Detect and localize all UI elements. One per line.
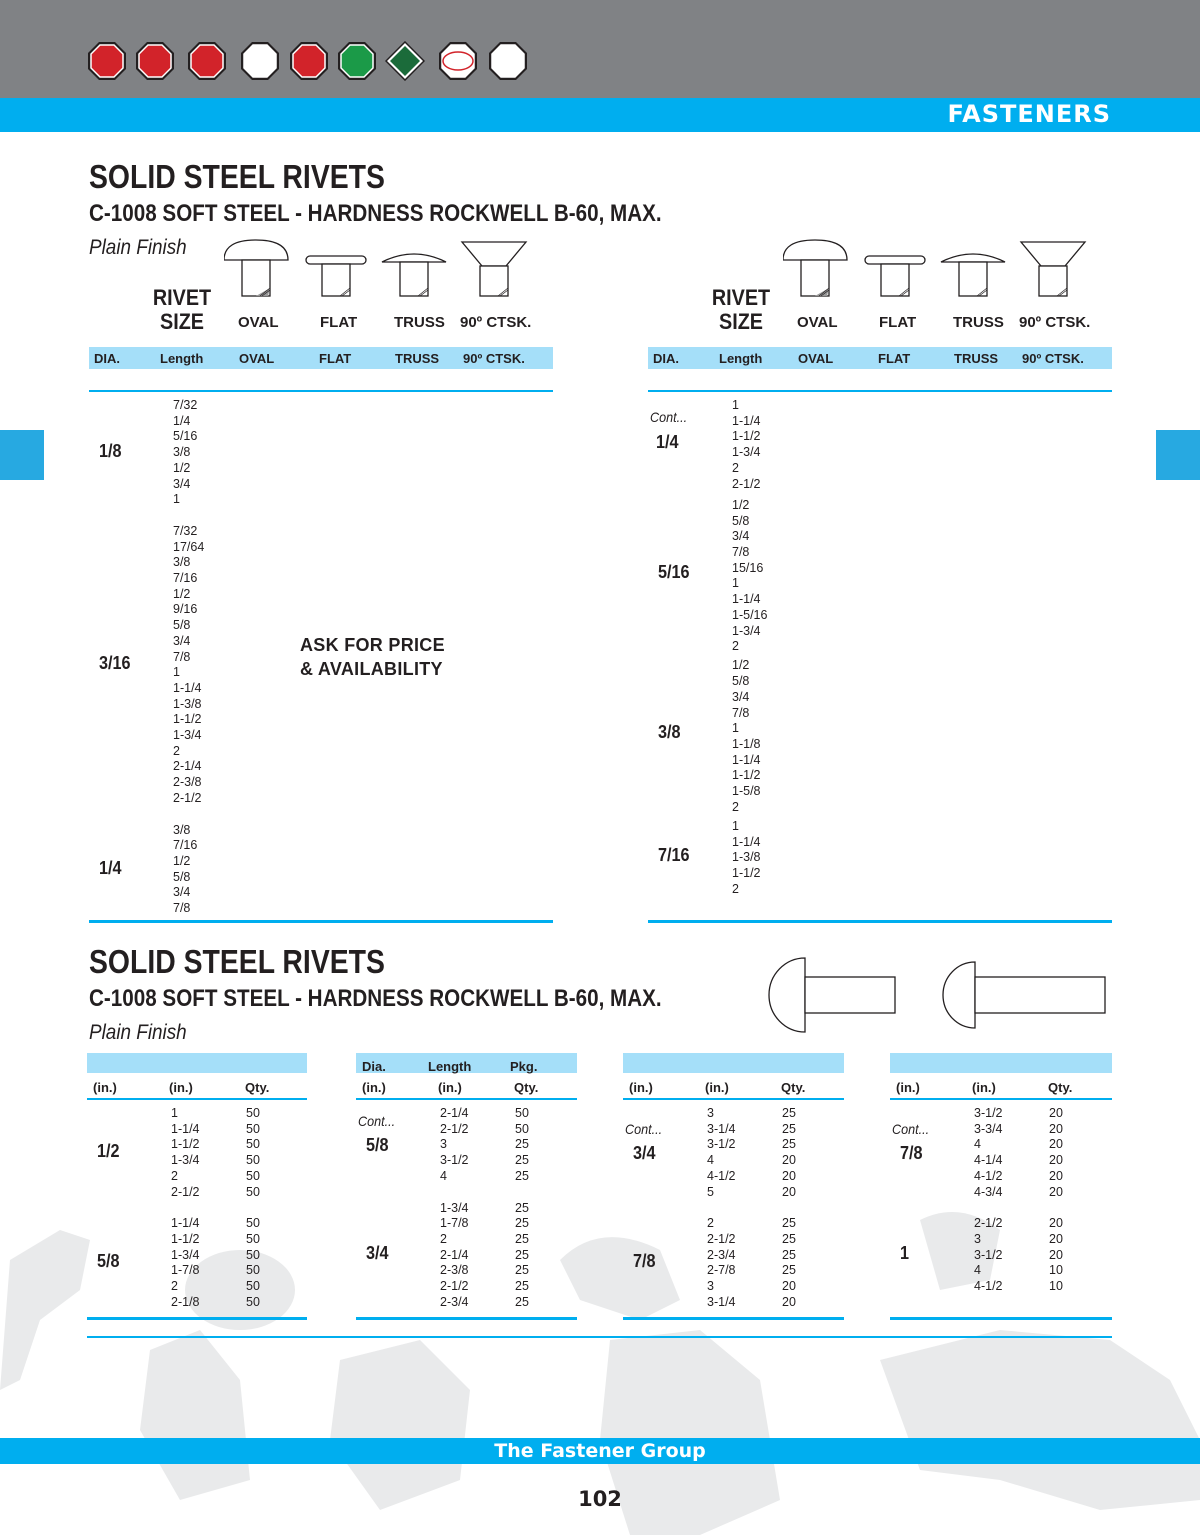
logo-rdf-icon xyxy=(240,41,280,81)
column-header: DIA. xyxy=(94,351,120,366)
column-header: Dia. xyxy=(362,1059,386,1074)
column-subheader: (in.) xyxy=(705,1080,729,1095)
column-subheader: Qty. xyxy=(514,1080,539,1095)
logo-mcf-icon xyxy=(438,41,478,81)
diameter-label: 3/4 xyxy=(633,1143,656,1164)
table-bottom-rule xyxy=(623,1317,844,1320)
head-type-label: TRUSS xyxy=(953,314,1004,331)
table-header-band xyxy=(623,1053,844,1073)
right-page-tab xyxy=(1156,430,1200,480)
footer-company: The Fastener Group xyxy=(494,1440,706,1462)
header-rule xyxy=(356,1098,577,1100)
cont-label: Cont... xyxy=(625,1121,663,1138)
length-list: 2 2-1/2 2-3/4 2-7/8 3 3-1/4 xyxy=(707,1216,736,1309)
diameter-label: 1 xyxy=(900,1243,910,1264)
cont-label: Cont... xyxy=(892,1121,930,1138)
header-rule xyxy=(89,390,553,392)
column-header: TRUSS xyxy=(954,351,999,366)
length-list: 7/32 1/4 5/16 3/8 1/2 3/4 1 xyxy=(173,398,198,507)
head-type-label: TRUSS xyxy=(394,314,445,331)
rivet-size-label: RIVET SIZE xyxy=(711,285,771,334)
column-header: Length xyxy=(428,1059,472,1074)
left-page-tab xyxy=(0,430,44,480)
column-subheader: (in.) xyxy=(896,1080,920,1095)
length-list: 1-3/4 1-7/8 2 2-1/4 2-3/8 2-1/2 2-3/4 xyxy=(440,1200,469,1309)
section1-title: SOLID STEEL RIVETS xyxy=(89,158,385,195)
diameter-label: 5/16 xyxy=(658,561,690,582)
diameter-label: 5/8 xyxy=(97,1251,120,1272)
column-subheader: (in.) xyxy=(438,1080,462,1095)
column-header: 90º CTSK. xyxy=(1022,351,1084,366)
column-subheader: (in.) xyxy=(972,1080,996,1095)
length-list: 1-1/4 1-1/2 1-3/4 1-7/8 2 2-1/8 xyxy=(171,1216,200,1309)
column-header: Pkg. xyxy=(510,1059,538,1074)
length-list: 1 1-1/4 1-1/2 1-3/4 2 2-1/2 xyxy=(171,1106,200,1199)
length-list: 3/8 7/16 1/2 5/8 3/4 7/8 xyxy=(173,822,198,916)
rivet-head-profiles-icon xyxy=(783,238,1113,308)
length-list: 3 3-1/4 3-1/2 4 4-1/2 5 xyxy=(707,1106,736,1199)
length-list: 3-1/2 3-3/4 4 4-1/4 4-1/2 4-3/4 xyxy=(974,1106,1003,1199)
diameter-label: 3/16 xyxy=(99,653,131,674)
column-header: Length xyxy=(160,351,204,366)
table-bottom-rule xyxy=(356,1317,577,1320)
cont-label: Cont... xyxy=(650,409,688,426)
package-qty-list: 25 25 25 25 20 20 xyxy=(782,1216,796,1309)
header-rule xyxy=(87,1098,307,1100)
column-header: FLAT xyxy=(319,351,352,366)
diameter-label: 3/4 xyxy=(366,1243,389,1264)
logo-ef-icon xyxy=(187,41,227,81)
head-type-label: 90º CTSK. xyxy=(460,314,532,331)
column-subheader: (in.) xyxy=(629,1080,653,1095)
column-subheader: Qty. xyxy=(245,1080,270,1095)
header-rule xyxy=(648,390,1112,392)
package-qty-list: 20 20 20 10 10 xyxy=(1049,1216,1063,1293)
section-bottom-rule xyxy=(87,1336,1112,1338)
rivet-side-view-diagram xyxy=(765,950,1115,1040)
diameter-label: 7/16 xyxy=(658,844,690,865)
package-qty-list: 25 25 25 20 20 20 xyxy=(782,1106,796,1199)
column-header: DIA. xyxy=(653,351,679,366)
diameter-label: 5/8 xyxy=(366,1135,389,1156)
package-qty-list: 50 50 50 50 50 50 xyxy=(246,1216,260,1309)
column-header: TRUSS xyxy=(395,351,440,366)
section2-subtitle: C-1008 SOFT STEEL - HARDNESS ROCKWELL B-60, MAX. xyxy=(89,985,662,1012)
length-list: 1 1-1/4 1-1/2 1-3/4 2 2-1/2 xyxy=(732,398,761,491)
table-bottom-rule xyxy=(648,920,1112,923)
logo-cf-icon xyxy=(135,41,175,81)
section2-title: SOLID STEEL RIVETS xyxy=(89,943,385,980)
ask-price-notice: ASK FOR PRICE & AVAILABILITY xyxy=(300,635,445,679)
head-type-label: 90º CTSK. xyxy=(1019,314,1091,331)
table-bottom-rule xyxy=(87,1317,307,1320)
table-bottom-rule xyxy=(890,1317,1112,1320)
column-header: OVAL xyxy=(239,351,275,366)
head-type-label: OVAL xyxy=(238,314,279,331)
length-list: 2-1/4 2-1/2 3 3-1/2 4 xyxy=(440,1106,469,1183)
package-qty-list: 25 25 25 25 25 25 25 xyxy=(515,1200,529,1309)
diameter-label: 7/8 xyxy=(633,1251,656,1272)
logo-bcf-icon xyxy=(87,41,127,81)
logo-lf-icon xyxy=(289,41,329,81)
logo-cf-icon xyxy=(337,41,377,81)
column-subheader: (in.) xyxy=(169,1080,193,1095)
table-header-band xyxy=(87,1053,307,1073)
column-header: OVAL xyxy=(798,351,834,366)
diameter-label: 1/4 xyxy=(99,857,122,878)
table-bottom-rule xyxy=(89,920,553,923)
rivet-size-label: RIVET SIZE xyxy=(152,285,212,334)
table-header-band xyxy=(890,1053,1112,1073)
column-subheader: Qty. xyxy=(1048,1080,1073,1095)
column-header: 90º CTSK. xyxy=(463,351,525,366)
length-list: 1 1-1/4 1-3/8 1-1/2 2 xyxy=(732,818,761,896)
section1-finish: Plain Finish xyxy=(89,236,187,259)
top-gray-bar xyxy=(0,0,1200,98)
head-type-label: FLAT xyxy=(879,314,917,331)
page-number: 102 xyxy=(578,1487,622,1511)
diameter-label: 1/4 xyxy=(656,432,679,453)
column-subheader: Qty. xyxy=(781,1080,806,1095)
cont-label: Cont... xyxy=(358,1113,396,1130)
length-list: 1/2 5/8 3/4 7/8 1 1-1/8 1-1/4 1-1/2 1-5/8 2 xyxy=(732,658,761,814)
package-qty-list: 50 50 25 25 25 xyxy=(515,1106,529,1183)
column-header: FLAT xyxy=(878,351,911,366)
length-list: 2-1/2 3 3-1/2 4 4-1/2 xyxy=(974,1216,1003,1293)
column-header: Length xyxy=(719,351,763,366)
package-qty-list: 20 20 20 20 20 20 xyxy=(1049,1106,1063,1199)
section1-subtitle: C-1008 SOFT STEEL - HARDNESS ROCKWELL B-60, MAX. xyxy=(89,200,662,227)
package-qty-list: 50 50 50 50 50 50 xyxy=(246,1106,260,1199)
section-title: FASTENERS xyxy=(947,100,1111,128)
header-rule xyxy=(623,1098,844,1100)
column-subheader: (in.) xyxy=(93,1080,117,1095)
header-rule xyxy=(890,1098,1112,1100)
column-subheader: (in.) xyxy=(362,1080,386,1095)
head-type-label: OVAL xyxy=(797,314,838,331)
diameter-label: 1/2 xyxy=(97,1141,120,1162)
head-type-label: FLAT xyxy=(320,314,358,331)
diameter-label: 3/8 xyxy=(658,722,681,743)
section2-finish: Plain Finish xyxy=(89,1021,187,1044)
length-list: 1/2 5/8 3/4 7/8 15/16 1 1-1/4 1-5/16 1-3/4 2 xyxy=(732,497,768,654)
diameter-label: 1/8 xyxy=(99,440,122,461)
rivet-head-profiles-icon xyxy=(224,238,554,308)
length-list: 7/32 17/64 3/8 7/16 1/2 9/16 5/8 3/4 7/8 1 1-1/4 1-3/8 1-1/2 1-3/4 2 2-1/4 2-3/8 2-1/2 xyxy=(173,523,205,805)
logo-rf-icon xyxy=(385,41,425,81)
logo-tbf-icon xyxy=(488,41,528,81)
diameter-label: 7/8 xyxy=(900,1143,923,1164)
